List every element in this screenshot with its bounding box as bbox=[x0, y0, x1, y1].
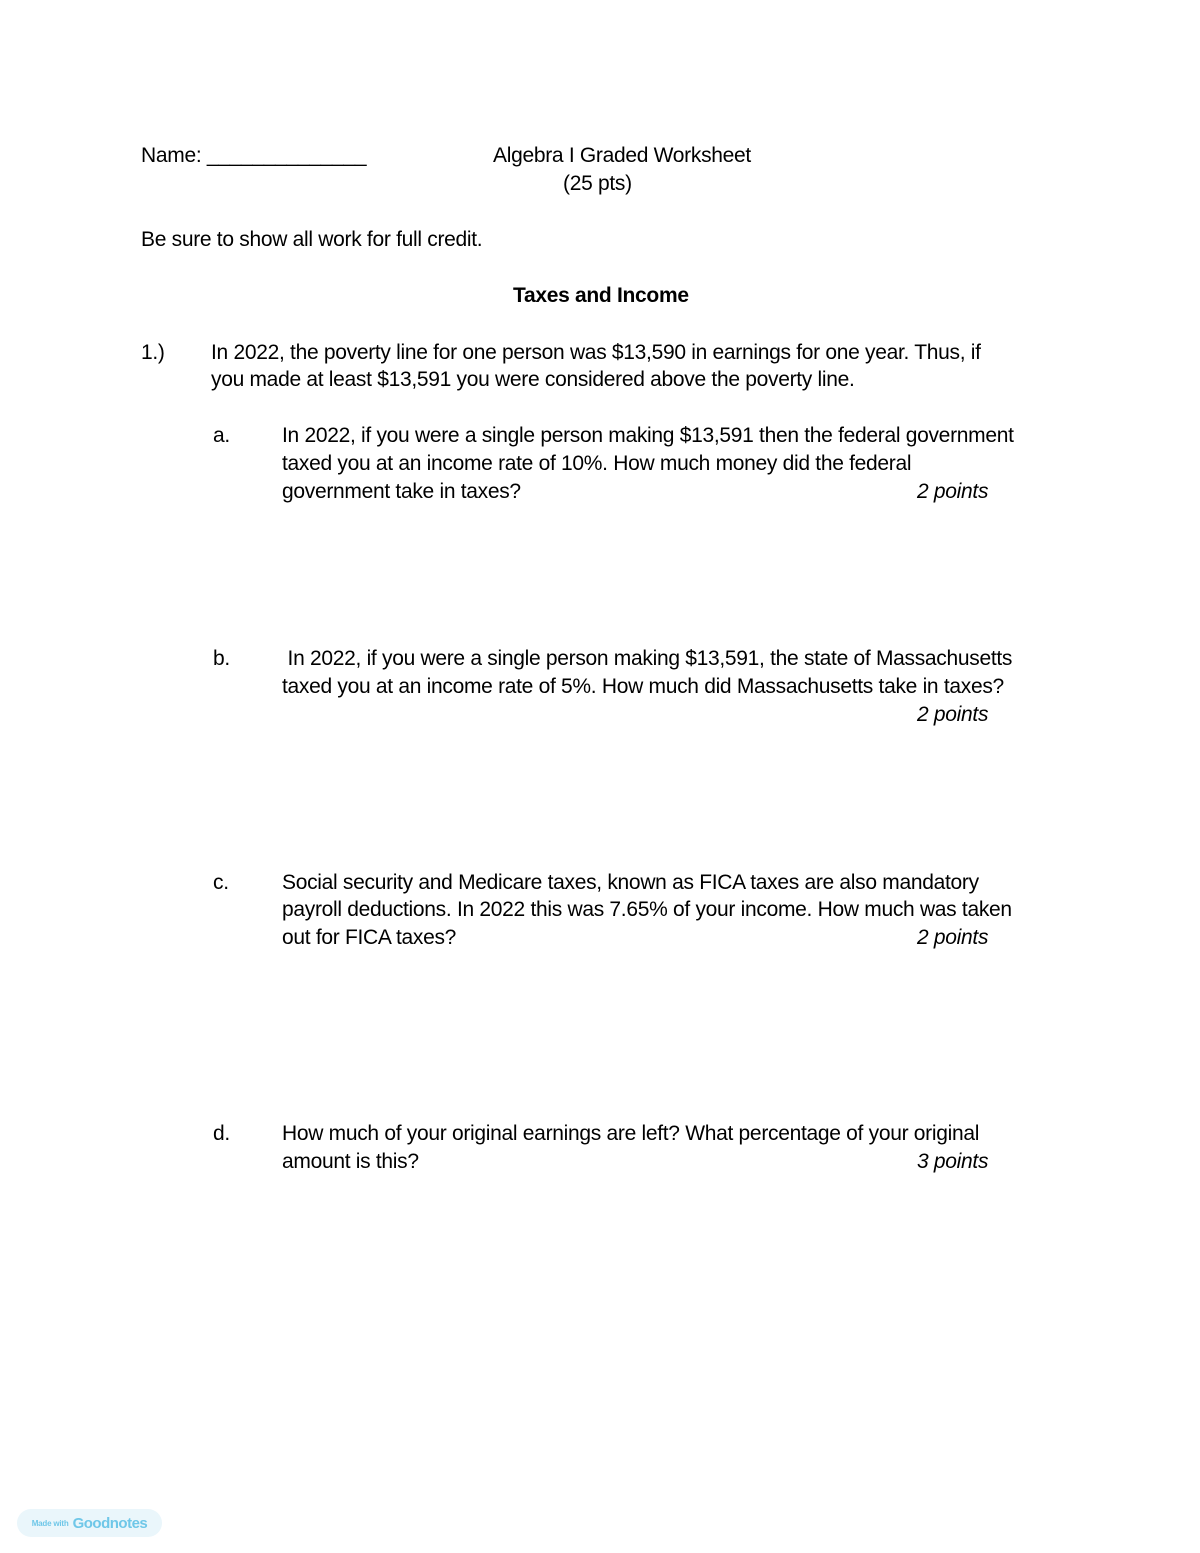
part-d-line-2: amount is this? bbox=[282, 1150, 419, 1173]
watermark-prefix: Made with bbox=[31, 1518, 69, 1528]
part-c-line-1: Social security and Medicare taxes, known as FICA taxes are also mandatory bbox=[282, 871, 979, 894]
part-a-points: 2 points bbox=[917, 480, 989, 503]
part-c-line-3: out for FICA taxes? bbox=[282, 926, 457, 949]
total-points: (25 pts) bbox=[563, 172, 632, 195]
section-title: Taxes and Income bbox=[513, 284, 689, 307]
part-a-line-1: In 2022, if you were a single person making $13,591 then the federal government bbox=[282, 424, 1014, 447]
worksheet-title: Algebra I Graded Worksheet bbox=[493, 144, 751, 167]
part-b-line-1: In 2022, if you were a single person making $13,591, the state of Massachusetts bbox=[282, 647, 1013, 670]
part-a-line-3: government take in taxes? bbox=[282, 480, 521, 503]
part-d-letter: d. bbox=[213, 1122, 230, 1145]
watermark-brand: Goodnotes bbox=[72, 1514, 148, 1532]
part-c-line-2: payroll deductions. In 2022 this was 7.65% of your income. How much was taken bbox=[282, 898, 1012, 921]
part-c-points: 2 points bbox=[917, 926, 989, 949]
goodnotes-watermark bbox=[17, 1509, 162, 1537]
question-text-line-1: In 2022, the poverty line for one person was $13,590 in earnings for one year. Thus, if bbox=[211, 341, 981, 364]
part-a-line-2: taxed you at an income rate of 10%. How much money did the federal bbox=[282, 452, 912, 475]
part-c-letter: c. bbox=[213, 871, 229, 894]
part-d-line-1: How much of your original earnings are left? What percentage of your original bbox=[282, 1122, 980, 1145]
part-b-letter: b. bbox=[213, 647, 230, 670]
part-d-points: 3 points bbox=[917, 1150, 989, 1173]
name-field-label: Name: ______________ bbox=[141, 144, 367, 167]
question-text-line-2: you made at least $13,591 you were considered above the poverty line. bbox=[211, 368, 855, 391]
part-b-line-2: taxed you at an income rate of 5%. How much did Massachusetts take in taxes? bbox=[282, 675, 1004, 698]
question-number: 1.) bbox=[141, 341, 165, 364]
part-b-points: 2 points bbox=[917, 703, 989, 726]
part-a-letter: a. bbox=[213, 424, 230, 447]
instructions: Be sure to show all work for full credit. bbox=[141, 228, 483, 251]
